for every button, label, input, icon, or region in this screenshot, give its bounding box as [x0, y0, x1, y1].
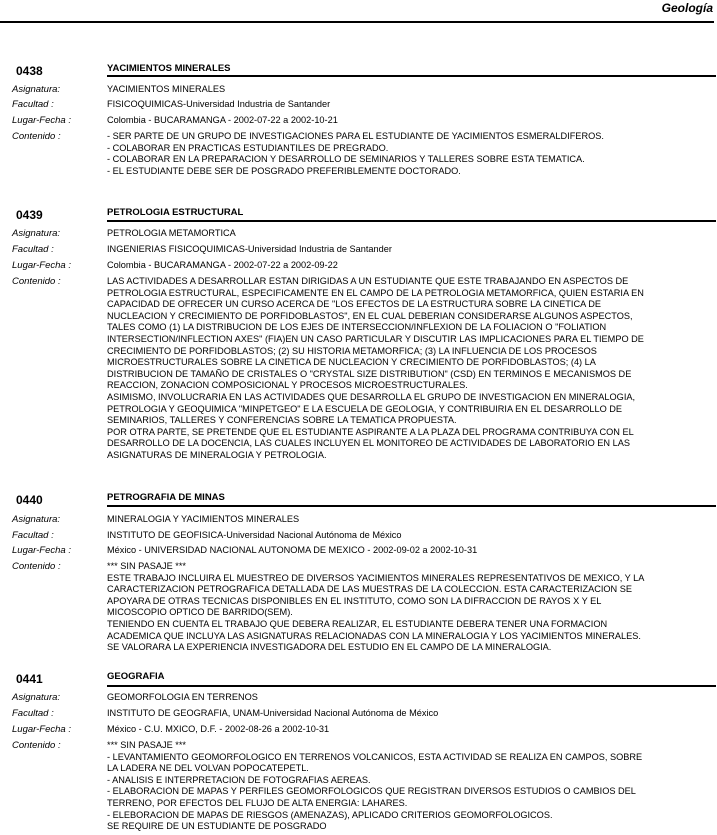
value-lugar-fecha: Colombia - BUCARAMANGA - 2002-07-22 a 2002-10-21: [107, 115, 338, 125]
entry-title: PETROGRAFIA DE MINAS: [107, 492, 225, 503]
value-lugar-fecha: México - C.U. MXICO, D.F. - 2002-08-26 a 2002-10-31: [107, 724, 330, 734]
value-asignatura: YACIMIENTOS MINERALES: [107, 84, 226, 94]
value-facultad: INSTITUTO DE GEOGRAFIA, UNAM-Universidad Nacional Autónoma de México: [107, 708, 439, 718]
label-lugar-fecha: Lugar-Fecha :: [12, 545, 71, 556]
value-contenido: *** SIN PASAJE *** ESTE TRABAJO INCLUIRA EL MUESTREO DE DIVERSOS YACIMIENTOS MINERALES REPRESENTATIVOS DE MEXICO, Y LA CARACTERIZACION PETROGRAFICA DETALLADA DE LAS MUESTRAS DE LA COLECCION. ESTA CARACTERIZACION SE APOYARA DE OTRAS TECNICAS DISPONIBLES EN EL INSTITUTO, COMO SON LA DIFRACCION DE RAYOS X Y EL MICOSCOPIO OPTICO DE BARRIDO(SEM). TENIENDO EN CUENTA EL TRABAJO QUE DEBERA REALIZAR, EL ESTUDIANTE DEBERA TENER UNA FORMACION ACADEMICA QUE INCLUYA LAS ASIGNATURAS RELACIONADAS CON LA MINERALOGIA Y LOS YACIMIENTOS MINERALES. SE VALORARA LA EXPERIENCIA INVESTIGADORA DEL ESTUDIO EN EL CAMPO DE LA MINERALOGIA.: [107, 561, 645, 653]
label-lugar-fecha: Lugar-Fecha :: [12, 115, 71, 126]
value-contenido: - SER PARTE DE UN GRUPO DE INVESTIGACIONES PARA EL ESTUDIANTE DE YACIMIENTOS ESMERALDIFEROS. - COLABORAR EN PRACTICAS ESTUDIANTILES DE PREGRADO. - COLABORAR EN LA PREPARACION Y DESARROLLO DE SEMINARIOS Y TALLERES SOBRE ESTA TEMATICA. - EL ESTUDIANTE DEBE SER DE POSGRADO PREFERIBLEMENTE DOCTORADO.: [107, 131, 604, 176]
label-contenido: Contenido :: [12, 740, 61, 751]
label-lugar-fecha: Lugar-Fecha :: [12, 260, 71, 271]
value-contenido: *** SIN PASAJE *** - LEVANTAMIENTO GEOMORFOLOGICO EN TERRENOS VOLCANICOS, ESTA ACTIVIDAD SE REALIZA EN CAMPOS, SOBRE LA LADERA NE DEL VOLVAN POPOCATEPETL. - ANALISIS E INTERPRETACION DE FOTOGRAFIAS AEREAS. - ELABORACION DE MAPAS Y PERFILES GEOMORFOLOGICOS QUE REGISTRAN DIVERSOS ESTUDIOS O CAMBIOS DEL TERRENO, POR EFECTOS DEL FLUJO DE ALTA ENERGIA: LAHARES. - ELEBORACION DE MAPAS DE RIESGOS (AMENAZAS), APLICADO CRITERIOS GEOMORFOLOGICOS. SE REQUIRE DE UN ESTUDIANTE DE POSGRADO: [107, 740, 643, 832]
label-lugar-fecha: Lugar-Fecha :: [12, 724, 71, 735]
label-facultad: Facultad :: [12, 708, 54, 719]
value-facultad: INSTITUTO DE GEOFISICA-Universidad Nacional Autónoma de México: [107, 530, 402, 540]
entry-title: GEOGRAFIA: [107, 671, 165, 682]
value-facultad: INGENIERIAS FISICOQUIMICAS-Universidad Industria de Santander: [107, 244, 392, 254]
value-asignatura: GEOMORFOLOGIA EN TERRENOS: [107, 692, 258, 702]
value-lugar-fecha: Colombia - BUCARAMANGA - 2002-07-22 a 2002-09-22: [107, 260, 338, 270]
page-header: [0, 0, 717, 24]
label-facultad: Facultad :: [12, 530, 54, 541]
label-facultad: Facultad :: [12, 244, 54, 255]
entry-rule: [107, 75, 716, 77]
label-facultad: Facultad :: [12, 99, 54, 110]
label-contenido: Contenido :: [12, 561, 61, 572]
label-asignatura: Asignatura:: [12, 514, 61, 525]
entry-number: 0441: [16, 672, 43, 686]
entry-title: PETROLOGIA ESTRUCTURAL: [107, 207, 244, 218]
header-rule: [0, 21, 714, 23]
label-contenido: Contenido :: [12, 131, 61, 142]
label-asignatura: Asignatura:: [12, 228, 61, 239]
label-contenido: Contenido :: [12, 276, 61, 287]
entry-title: YACIMIENTOS MINERALES: [107, 63, 231, 74]
entry-number: 0439: [16, 208, 43, 222]
value-asignatura: MINERALOGIA Y YACIMIENTOS MINERALES: [107, 514, 300, 524]
entry-rule: [107, 505, 716, 507]
value-facultad: FISICOQUIMICAS-Universidad Industria de Santander: [107, 99, 331, 109]
entry-number: 0438: [16, 64, 43, 78]
label-asignatura: Asignatura:: [12, 692, 61, 703]
section-title: Geología: [661, 1, 713, 15]
label-asignatura: Asignatura:: [12, 84, 61, 95]
value-asignatura: PETROLOGIA METAMORTICA: [107, 228, 236, 238]
entry-rule: [107, 685, 716, 687]
entry-rule: [107, 220, 716, 222]
value-lugar-fecha: México - UNIVERSIDAD NACIONAL AUTONOMA DE MEXICO - 2002-09-02 a 2002-10-31: [107, 545, 478, 555]
value-contenido: LAS ACTIVIDADES A DESARROLLAR ESTAN DIRIGIDAS A UN ESTUDIANTE QUE ESTE TRABAJANDO EN ASPECTOS DE PETROLOGIA ESTRUCTURAL, ESPECIFICAMENTE EN EL CAMPO DE LA PETROLOGIA METAMORFICA, QUIEN ESTARIA EN CAPACIDAD DE OFRECER UN CURSO ACERCA DE "LOS EFECTOS DE LA ESTRUCTURA SOBRE LA CINETICA DE NUCLEACION Y CRECIMIENTO DE PORFIDOBLASTOS", EN EL CUAL DEBERIAN CONSIDERARSE ALGUNOS ASPECTOS, TALES COMO (1) LA DISTRIBUCION DE LOS EJES DE INTERSECCION/INFLEXION DE LA FOLIACION O "FOLIATION INTERSECTION/INFLECTION AXES" (FIA)EN UN CASO PARTICULAR Y DISCUTIR LAS IMPLICACIONES PARA EL TIEMPO DE CRECIMIENTO DE PORFIDOBLASTOS; (2) SU HISTORIA METAMORFICA; (3) LA INFLUENCIA DE LOS PROCESOS MICROESTRUCTURALES SOBRE LA CINETICA DE NUCLEACION Y CRECIMIENTO DE PORFIDOBLASTOS; (4) LA DISTRIBUCION DE TAMAÑO DE CRISTALES O "CRYSTAL SIZE DISTRIBUTION" (CSD) EN TERMINOS E MECANISMOS DE REACCION, ZONACION COMPOSICIONAL Y PROCESOS MICROESTRUCTURALES. ASIMISMO, INVOLUCRARIA EN LAS ACTIVIDADES QUE DESARROLLA EL GRUPO DE INVESTIGACION EN MINERALOGIA, PETROLOGIA Y GEOQUIMICA "MINPETGEO" E LA ESCUELA DE GEOLOGIA, Y CONTRIBUIRIA EN EL DESARROLLO DE SEMINARIOS, TALLERES Y CONFERENCIAS SOBRE LA TEMATICA PROPUESTA. POR OTRA PARTE, SE PRETENDE QUE EL ESTUDIANTE ASPIRANTE A LA PLAZA DEL PROGRAMA CONTRIBUYA CON EL DESARROLLO DE LA DOCENCIA, LAS CUALES INCLUYEN EL MONITOREO DE ACTIVIDADES DE LABORATORIO EN LAS ASIGNATURAS DE MINERALOGIA Y PETROLOGIA.: [107, 276, 644, 460]
entry-number: 0440: [16, 493, 43, 507]
